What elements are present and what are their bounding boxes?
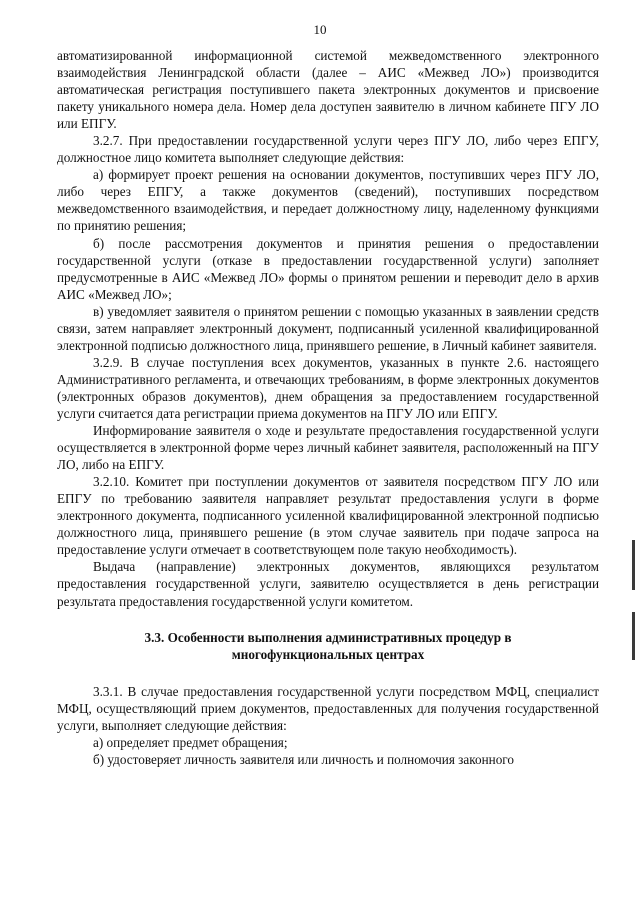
paragraph: б) удостоверяет личность заявителя или личность и полномочия законного bbox=[93, 751, 514, 767]
section-3-3-paragraphs bbox=[57, 683, 599, 768]
paragraph: 3.2.10. Комитет при поступлении документов от заявителя посредством ПГУ ЛО или ЕПГУ по требованию заявителя направляет результат предоставления услуги в форме электронного документа, подписанного усиленной квалифицированной электронной подписью должностного лица, принявшего решение (в этом случае заявитель при подаче запроса на предоставление услуги отмечает в соответствующем поле такую необходимость). bbox=[57, 474, 599, 558]
scan-edge-mark bbox=[632, 612, 635, 660]
paragraph: Информирование заявителя о ходе и результате предоставления государственной услуги осуществляется в электронной форме через личный кабинет заявителя, расположенный на ПГУ ЛО, либо на ЕПГУ. bbox=[57, 423, 599, 473]
page-number: 10 bbox=[313, 22, 327, 37]
section-heading-line-2: многофункциональных центрах bbox=[231, 646, 425, 662]
paragraph: 3.2.7. При предоставлении государственной услуги через ПГУ ЛО, либо через ЕПГУ, должностное лицо комитета выполняет следующие действия: bbox=[57, 133, 599, 166]
scan-edge-mark bbox=[632, 540, 635, 590]
document-body bbox=[57, 47, 599, 768]
paragraph: автоматизированной информационной системой межведомственного электронного взаимодействия Ленинградской области (далее – АИС «Межвед ЛО») производится автоматическая регистрация поступившего пакета электронных документов и присвоение пакету уникального номера дела. Номер дела доступен заявителю в личном кабинете ПГУ ЛО или ЕПГУ. bbox=[57, 48, 599, 132]
paragraph: а) определяет предмет обращения; bbox=[93, 734, 288, 750]
paragraph: 3.3.1. В случае предоставления государственной услуги посредством МФЦ, специалист МФЦ, осуществляющий прием документов, предоставленных для получения государственной услуги, выполняет следующие действия: bbox=[57, 683, 599, 733]
section-heading-line-1: 3.3. Особенности выполнения административных процедур в bbox=[144, 629, 512, 645]
paragraph: в) уведомляет заявителя о принятом решении с помощью указанных в заявлении средств связи, затем направляет электронный документ, подписанный усиленной квалифицированной электронной подписью должностного лица, принявшего решение, в Личный кабинет заявителя. bbox=[57, 303, 599, 353]
paragraph: 3.2.9. В случае поступления всех документов, указанных в пункте 2.6. настоящего Административного регламента, и отвечающих требованиям, в форме электронных документов (электронных образов документов), днем обращения за предоставлением государственной услуги считается дата регистрации приема документов на ПГУ ЛО или ЕПГУ. bbox=[57, 354, 599, 421]
paragraph: Выдача (направление) электронных документов, являющихся результатом предоставления государственной услуги, заявителю осуществляется в день регистрации результата предоставления государственной услуги комитетом. bbox=[57, 559, 599, 609]
section-3-2-paragraphs bbox=[57, 47, 599, 610]
paragraph: а) формирует проект решения на основании документов, поступивших через ПГУ ЛО, либо через ЕПГУ, а также документов (сведений), поступивших посредством межведомственного взаимодействия, и передает должностному лицу, наделенному функциями по принятию решения; bbox=[57, 167, 599, 234]
paragraph: б) после рассмотрения документов и принятия решения о предоставлении государственной услуги (отказе в предоставлении государственной услуги) заполняет предусмотренные в АИС «Межвед ЛО» формы о принятом решении и переводит дело в архив АИС «Межвед ЛО»; bbox=[57, 235, 599, 302]
section-heading bbox=[57, 629, 599, 663]
